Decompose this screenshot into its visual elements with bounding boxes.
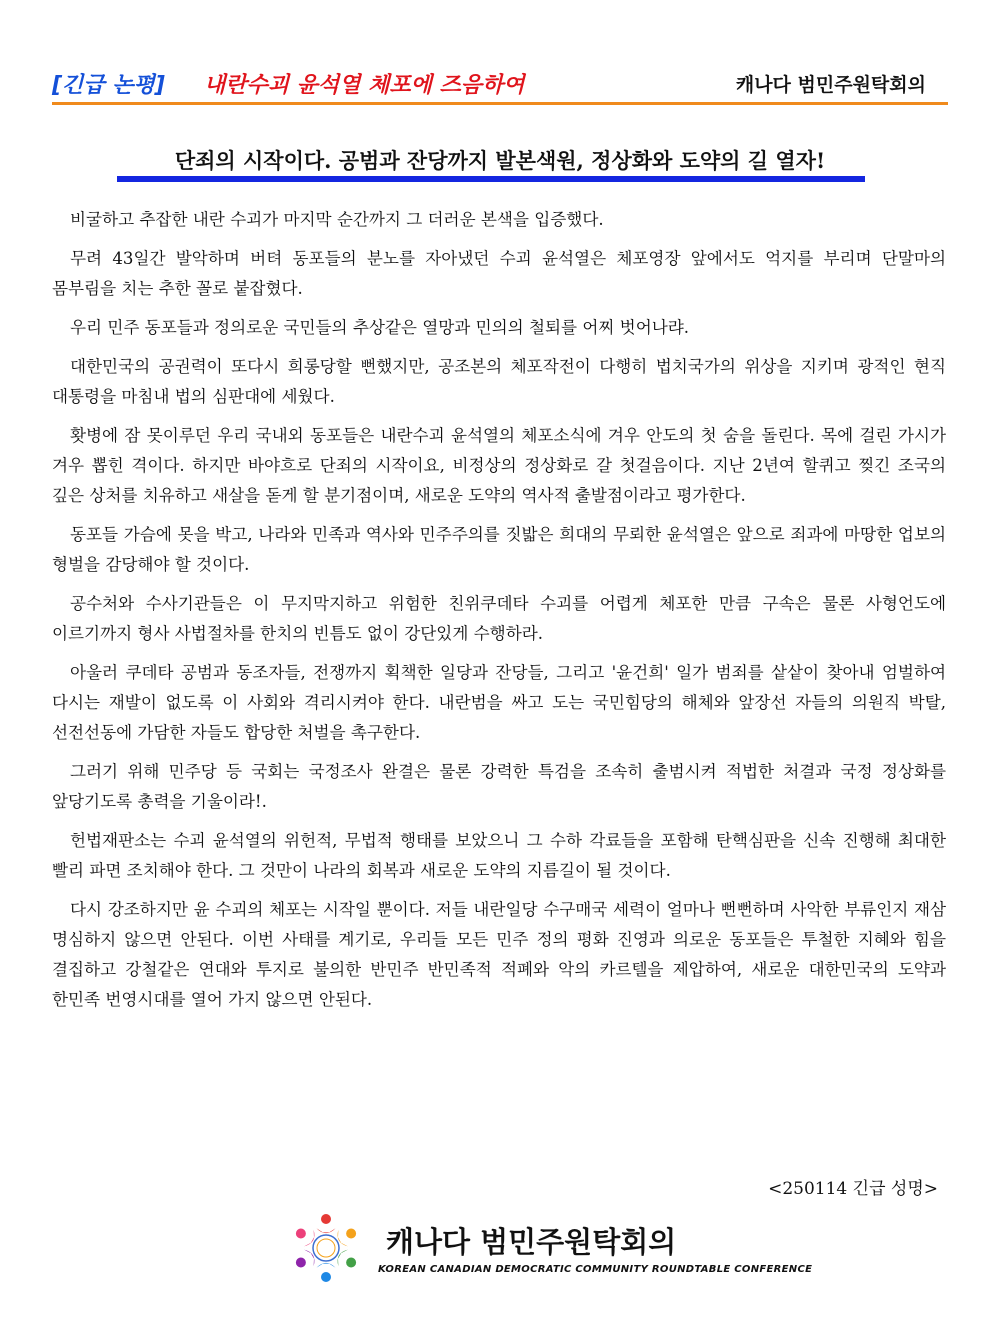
paragraph: 비굴하고 추잡한 내란 수괴가 마지막 순간까지 그 더러운 본색을 입증했다.	[70, 210, 604, 229]
title-underline	[117, 176, 865, 182]
roundtable-people-logo-icon	[290, 1212, 362, 1284]
paragraph: 대한민국의 공권력이 또다시 희롱당할 뻔했지만, 공조본의 체포작전이 다행히 법치국가의 위상을 지키며 광적인 현직 대통령을 마침내 법의 심판대에 세웠다.	[52, 357, 946, 406]
urgent-tag: [긴급 논평]	[52, 73, 165, 98]
paragraph: 홧병에 잠 못이루던 우리 국내외 동포들은 내란수괴 윤석열의 체포소식에 겨우 안도의 첫 숨을 돌린다. 목에 걸린 가시가 겨우 뽑힌 격이다. 하지만 바야흐로 단죄의 시작이요, 비정상의 정상화로 갈 첫걸음이다. 지난 2년여 할퀴고 찢긴 조국의 깊은 상처를 치유하고 새살을 돋게 할 분기점이며, 새로운 도약의 역사적 출발점이라고 평가한다.	[52, 426, 946, 505]
header-organization: 캐나다 범민주원탁회의	[735, 74, 926, 96]
header	[52, 62, 948, 105]
statement-signature: <250114 긴급 성명>	[768, 1179, 938, 1199]
paragraph: 우리 민주 동포들과 정의로운 국민들의 추상같은 열망과 민의의 철퇴를 어찌 벗어나랴.	[70, 318, 690, 337]
logo-figure-head	[346, 1229, 356, 1239]
logo-figure-body	[316, 1263, 335, 1268]
logo-figure-head	[321, 1214, 331, 1224]
footer-organization: 캐나다 범민주원탁회의	[386, 1225, 677, 1259]
logo-figure-head	[346, 1258, 356, 1268]
logo-figure-head	[296, 1229, 306, 1239]
paragraph: 무려 43일간 발악하며 버텨 동포들의 분노를 자아냈던 수괴 윤석열은 체포영장 앞에서도 억지를 부리며 단말마의 몸부림을 치는 추한 꼴로 붙잡혔다.	[52, 249, 946, 298]
headline: 내란수괴 윤석열 체포에 즈음하여	[204, 73, 525, 98]
paragraph: 다시 강조하지만 윤 수괴의 체포는 시작일 뿐이다. 저들 내란일당 수구매국 세력이 얼마나 뻔뻔하며 사악한 부류인지 재삼 명심하지 않으면 안된다. 이번 사태를 계기로, 우리들 모든 민주 정의 평화 진영과 의로운 동포들은 투철한 지혜와 힘을 결집하고 강철같은 연대와 투지로 불의한 반민주 반민족적 적폐와 악의 카르텔을 제압하여, 새로운 대한민국의 도약과 한민족 번영시대를 열어 가지 않으면 안된다.	[52, 900, 946, 1009]
footer-english-name: KOREAN CANADIAN DEMOCRATIC COMMUNITY ROUNDTABLE CONFERENCE	[378, 1264, 813, 1275]
footer	[290, 1212, 813, 1292]
logo-figure-head	[296, 1258, 306, 1268]
statement-body	[52, 205, 946, 1024]
paragraph: 아울러 쿠데타 공범과 동조자들, 전쟁까지 획책한 일당과 잔당들, 그리고 '윤건희' 일가 범죄를 샅샅이 찾아내 엄벌하여 다시는 재발이 없도록 이 사회와 격리시켜야 한다. 내란범을 싸고 도는 국민힘당의 해체와 앞장선 자들의 의원직 박탈, 선전선동에 가담한 자들도 합당한 처벌을 촉구한다.	[52, 663, 946, 742]
paragraph: 공수처와 수사기관들은 이 무지막지하고 위험한 친위쿠데타 수괴를 어렵게 체포한 만큼 구속은 물론 사형언도에 이르기까지 형사 사법절차를 한치의 빈틈도 없이 강단있게 수행하라.	[52, 594, 946, 643]
paragraph: 헌법재판소는 수괴 윤석열의 위헌적, 무법적 행태를 보았으니 그 수하 각료들을 포함해 탄핵심판을 신속 진행해 최대한 빨리 파면 조치해야 한다. 그 것만이 나라의 회복과 새로운 도약의 지름길이 될 것이다.	[52, 831, 946, 880]
page-title: 단죄의 시작이다. 공범과 잔당까지 발본색원, 정상화와 도약의 길 열자!	[174, 148, 826, 173]
paragraph: 그러기 위해 민주당 등 국회는 국정조사 완결은 물론 강력한 특검을 조속히 출범시켜 적법한 처결과 국정 정상화를 앞당기도록 총력을 기울이라!.	[52, 762, 946, 811]
paragraph: 동포들 가슴에 못을 박고, 나라와 민족과 역사와 민주주의를 짓밟은 희대의 무뢰한 윤석열은 앞으로 죄과에 마땅한 업보의 형벌을 감당해야 할 것이다.	[52, 525, 946, 574]
logo-figure-head	[321, 1272, 331, 1282]
logo-figure-body	[316, 1228, 335, 1233]
